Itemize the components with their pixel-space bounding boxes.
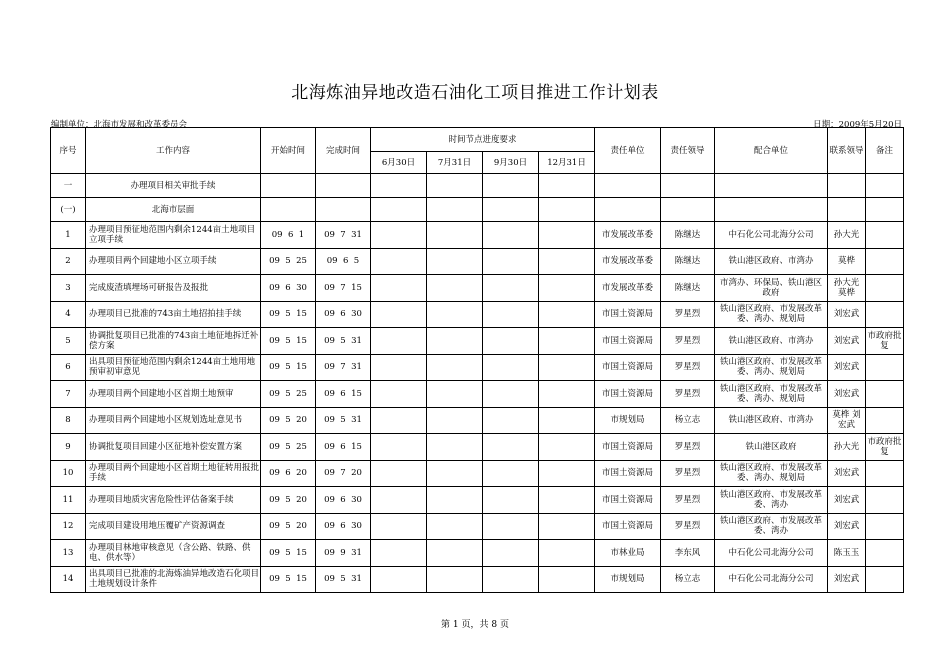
row-milestone-3: [483, 222, 539, 249]
row-end-date: 09 6 30: [316, 513, 371, 540]
row-resp-unit: 市国土资源局: [595, 301, 661, 328]
row-contact-leader: 刘宏武: [828, 566, 866, 593]
section-row: [51, 174, 904, 198]
row-milestone-1: [371, 222, 427, 249]
row-milestone-4: [539, 248, 595, 275]
row-content: 办理项目地质灾害危险性评估备案手续: [86, 487, 261, 514]
row-content: 协调批复项目已批准的743亩土地征地拆迁补偿方案: [86, 328, 261, 355]
row-resp-leader: 陈继达: [661, 275, 715, 302]
row-content: 出具项目预征地范围内剩余1244亩土地用地预审初审意见: [86, 354, 261, 381]
row-note: 市政府批复: [866, 434, 904, 461]
row-seq: 6: [51, 354, 86, 381]
row-milestone-4: [539, 354, 595, 381]
row-seq: 14: [51, 566, 86, 593]
row-contact-leader: 孙大光: [828, 222, 866, 249]
row-milestone-1: [371, 381, 427, 408]
row-coop-unit: 市湾办、环保局、铁山港区政府: [715, 275, 828, 302]
row-milestone-3: [483, 513, 539, 540]
row-resp-leader: 杨立志: [661, 407, 715, 434]
row-content: 出具项目已批准的北海炼油异地改造石化项目土地规划设计条件: [86, 566, 261, 593]
table-row: [51, 328, 904, 355]
row-coop-unit: 铁山港区政府、市发展改革委、湾办、规划局: [715, 301, 828, 328]
row-milestone-2: [427, 407, 483, 434]
row-content: 完成项目建设用地压覆矿产资源调查: [86, 513, 261, 540]
document-date: 日期：2009年5月20日: [813, 120, 902, 130]
table-row: [51, 460, 904, 487]
row-seq: 11: [51, 487, 86, 514]
row-resp-leader: 陈继达: [661, 222, 715, 249]
row-end-date: 09 6 5: [316, 248, 371, 275]
row-note: [866, 222, 904, 249]
header-milestone-4: 12月31日: [539, 152, 595, 174]
subsection-row: [51, 198, 904, 222]
row-milestone-3: [483, 460, 539, 487]
row-end-date: 09 6 15: [316, 381, 371, 408]
subsection-seq: (一): [51, 198, 86, 222]
row-milestone-4: [539, 487, 595, 514]
header-seq: 序号: [51, 128, 86, 174]
row-milestone-3: [483, 566, 539, 593]
row-seq: 13: [51, 540, 86, 567]
page-number: 第 1 页，共 8 页: [441, 620, 509, 630]
row-milestone-4: [539, 275, 595, 302]
row-note: [866, 513, 904, 540]
row-milestone-3: [483, 275, 539, 302]
row-milestone-4: [539, 222, 595, 249]
row-milestone-2: [427, 513, 483, 540]
row-milestone-1: [371, 434, 427, 461]
row-milestone-2: [427, 381, 483, 408]
row-milestone-3: [483, 301, 539, 328]
row-start-date: 09 6 30: [261, 275, 316, 302]
row-contact-leader: 陈玉玉: [828, 540, 866, 567]
row-resp-leader: 罗星烈: [661, 381, 715, 408]
row-contact-leader: 孙大光 莫桦: [828, 275, 866, 302]
header-note: 备注: [866, 128, 904, 174]
row-content: 办理项目已批准的743亩土地招拍挂手续: [86, 301, 261, 328]
row-seq: 8: [51, 407, 86, 434]
row-content: 办理项目两个回建地小区立项手续: [86, 248, 261, 275]
row-resp-unit: 市发展改革委: [595, 248, 661, 275]
row-note: [866, 566, 904, 593]
table-row: [51, 407, 904, 434]
row-end-date: 09 7 31: [316, 222, 371, 249]
row-start-date: 09 6 1: [261, 222, 316, 249]
table-row: [51, 301, 904, 328]
row-seq: 4: [51, 301, 86, 328]
row-seq: 1: [51, 222, 86, 249]
row-end-date: 09 5 31: [316, 566, 371, 593]
row-note: [866, 381, 904, 408]
row-coop-unit: 铁山港区政府、市湾办: [715, 328, 828, 355]
work-plan-table: [50, 127, 904, 593]
row-start-date: 09 5 15: [261, 301, 316, 328]
table-row: [51, 381, 904, 408]
row-resp-unit: 市国土资源局: [595, 513, 661, 540]
row-milestone-1: [371, 328, 427, 355]
row-start-date: 09 5 25: [261, 434, 316, 461]
row-note: [866, 487, 904, 514]
row-contact-leader: 莫桦 刘宏武: [828, 407, 866, 434]
row-end-date: 09 7 20: [316, 460, 371, 487]
row-seq: 5: [51, 328, 86, 355]
row-milestone-2: [427, 460, 483, 487]
row-content: 办理项目预征地范围内剩余1244亩土地项目立项手续: [86, 222, 261, 249]
row-resp-leader: 罗星烈: [661, 434, 715, 461]
header-milestone-1: 6月30日: [371, 152, 427, 174]
row-milestone-2: [427, 301, 483, 328]
row-milestone-2: [427, 566, 483, 593]
row-end-date: 09 5 31: [316, 328, 371, 355]
row-resp-leader: 罗星烈: [661, 513, 715, 540]
row-start-date: 09 5 20: [261, 513, 316, 540]
header-resp-leader: 责任领导: [661, 128, 715, 174]
row-end-date: 09 9 31: [316, 540, 371, 567]
row-start-date: 09 5 20: [261, 407, 316, 434]
row-end-date: 09 6 30: [316, 301, 371, 328]
row-milestone-4: [539, 540, 595, 567]
row-start-date: 09 5 15: [261, 540, 316, 567]
row-contact-leader: 孙大光: [828, 434, 866, 461]
row-milestone-3: [483, 434, 539, 461]
row-resp-leader: 罗星烈: [661, 487, 715, 514]
subsection-title: 北海市层面: [86, 198, 261, 222]
row-coop-unit: 中石化公司北海分公司: [715, 540, 828, 567]
section-title: 办理项目相关审批手续: [86, 174, 261, 198]
row-milestone-4: [539, 381, 595, 408]
row-end-date: 09 7 15: [316, 275, 371, 302]
row-coop-unit: 中石化公司北海分公司: [715, 222, 828, 249]
row-coop-unit: 铁山港区政府、市发展改革委、湾办: [715, 487, 828, 514]
row-coop-unit: 铁山港区政府、市发展改革委、湾办、规划局: [715, 460, 828, 487]
row-milestone-2: [427, 328, 483, 355]
row-start-date: 09 5 15: [261, 566, 316, 593]
row-contact-leader: 刘宏武: [828, 513, 866, 540]
row-end-date: 09 6 30: [316, 487, 371, 514]
row-end-date: 09 5 31: [316, 407, 371, 434]
row-milestone-4: [539, 328, 595, 355]
page-title: 北海炼油异地改造石油化工项目推进工作计划表: [291, 83, 659, 103]
row-content: 办理项目两个回建地小区首期土地预审: [86, 381, 261, 408]
row-milestone-4: [539, 460, 595, 487]
row-milestone-1: [371, 248, 427, 275]
table-row: [51, 222, 904, 249]
header-resp-unit: 责任单位: [595, 128, 661, 174]
table-row: [51, 275, 904, 302]
row-milestone-1: [371, 566, 427, 593]
header-milestones: 时间节点进度要求: [371, 128, 595, 152]
row-coop-unit: 铁山港区政府、市发展改革委、湾办、规划局: [715, 381, 828, 408]
row-milestone-2: [427, 222, 483, 249]
header-milestone-3: 9月30日: [483, 152, 539, 174]
header-coop-unit: 配合单位: [715, 128, 828, 174]
row-milestone-4: [539, 434, 595, 461]
row-resp-leader: 李东风: [661, 540, 715, 567]
table-row: [51, 566, 904, 593]
row-resp-unit: 市国土资源局: [595, 328, 661, 355]
row-seq: 9: [51, 434, 86, 461]
row-milestone-4: [539, 301, 595, 328]
row-content: 办理项目林地审核意见（含公路、铁路、供电、供水等）: [86, 540, 261, 567]
row-contact-leader: 刘宏武: [828, 301, 866, 328]
row-coop-unit: 铁山港区政府、市湾办: [715, 248, 828, 275]
table-row: [51, 248, 904, 275]
row-resp-unit: 市规划局: [595, 407, 661, 434]
row-start-date: 09 5 25: [261, 248, 316, 275]
row-seq: 3: [51, 275, 86, 302]
row-end-date: 09 6 15: [316, 434, 371, 461]
row-start-date: 09 5 20: [261, 487, 316, 514]
row-resp-unit: 市国土资源局: [595, 460, 661, 487]
header-contact-leader: 联系领导: [828, 128, 866, 174]
row-contact-leader: 刘宏武: [828, 328, 866, 355]
row-note: 市政府批复: [866, 328, 904, 355]
row-start-date: 09 5 25: [261, 381, 316, 408]
row-resp-unit: 市林业局: [595, 540, 661, 567]
row-content: 完成废渣填埋场可研报告及报批: [86, 275, 261, 302]
row-milestone-1: [371, 275, 427, 302]
row-milestone-1: [371, 540, 427, 567]
row-resp-unit: 市发展改革委: [595, 222, 661, 249]
row-resp-leader: 罗星烈: [661, 328, 715, 355]
row-resp-unit: 市规划局: [595, 566, 661, 593]
row-resp-leader: 杨立志: [661, 566, 715, 593]
row-coop-unit: 铁山港区政府、市发展改革委、湾办、规划局: [715, 354, 828, 381]
row-milestone-3: [483, 540, 539, 567]
row-start-date: 09 6 20: [261, 460, 316, 487]
row-note: [866, 407, 904, 434]
row-resp-unit: 市国土资源局: [595, 354, 661, 381]
row-milestone-3: [483, 354, 539, 381]
row-milestone-3: [483, 407, 539, 434]
table-row: [51, 434, 904, 461]
row-note: [866, 275, 904, 302]
row-milestone-4: [539, 566, 595, 593]
row-start-date: 09 5 15: [261, 354, 316, 381]
row-milestone-2: [427, 540, 483, 567]
row-note: [866, 460, 904, 487]
row-coop-unit: 铁山港区政府、市发展改革委、湾办: [715, 513, 828, 540]
table-row: [51, 354, 904, 381]
row-content: 协调批复项目回建小区征地补偿安置方案: [86, 434, 261, 461]
row-content: 办理项目两个回建地小区首期土地征转用报批手续: [86, 460, 261, 487]
compiling-unit: 编制单位：北海市发展和改革委员会: [51, 120, 188, 130]
row-resp-unit: 市国土资源局: [595, 434, 661, 461]
row-seq: 7: [51, 381, 86, 408]
row-resp-leader: 罗星烈: [661, 301, 715, 328]
row-coop-unit: 中石化公司北海分公司: [715, 566, 828, 593]
row-content: 办理项目两个回建地小区规划选址意见书: [86, 407, 261, 434]
row-milestone-3: [483, 381, 539, 408]
row-resp-leader: 罗星烈: [661, 354, 715, 381]
row-milestone-3: [483, 487, 539, 514]
row-milestone-1: [371, 354, 427, 381]
row-seq: 10: [51, 460, 86, 487]
table-header: [51, 128, 904, 174]
row-milestone-4: [539, 513, 595, 540]
row-milestone-3: [483, 248, 539, 275]
header-content: 工作内容: [86, 128, 261, 174]
table-row: [51, 487, 904, 514]
row-coop-unit: 铁山港区政府、市湾办: [715, 407, 828, 434]
row-note: [866, 301, 904, 328]
row-milestone-1: [371, 301, 427, 328]
row-milestone-2: [427, 487, 483, 514]
row-start-date: 09 5 15: [261, 328, 316, 355]
row-coop-unit: 铁山港区政府: [715, 434, 828, 461]
row-milestone-2: [427, 434, 483, 461]
row-resp-leader: 陈继达: [661, 248, 715, 275]
header-end: 完成时间: [316, 128, 371, 174]
row-contact-leader: 莫桦: [828, 248, 866, 275]
header-milestone-2: 7月31日: [427, 152, 483, 174]
row-contact-leader: 刘宏武: [828, 487, 866, 514]
table-body: [51, 174, 904, 593]
row-milestone-4: [539, 407, 595, 434]
header-start: 开始时间: [261, 128, 316, 174]
row-milestone-1: [371, 407, 427, 434]
row-resp-unit: 市国土资源局: [595, 381, 661, 408]
row-milestone-1: [371, 460, 427, 487]
row-end-date: 09 7 31: [316, 354, 371, 381]
row-milestone-1: [371, 487, 427, 514]
row-contact-leader: 刘宏武: [828, 381, 866, 408]
section-seq: 一: [51, 174, 86, 198]
row-seq: 2: [51, 248, 86, 275]
row-note: [866, 248, 904, 275]
row-milestone-2: [427, 354, 483, 381]
table-row: [51, 513, 904, 540]
row-contact-leader: 刘宏武: [828, 460, 866, 487]
table-row: [51, 540, 904, 567]
row-milestone-2: [427, 248, 483, 275]
row-contact-leader: 刘宏武: [828, 354, 866, 381]
row-milestone-3: [483, 328, 539, 355]
row-note: [866, 354, 904, 381]
row-note: [866, 540, 904, 567]
row-milestone-2: [427, 275, 483, 302]
row-resp-unit: 市发展改革委: [595, 275, 661, 302]
row-milestone-1: [371, 513, 427, 540]
row-seq: 12: [51, 513, 86, 540]
row-resp-unit: 市国土资源局: [595, 487, 661, 514]
row-resp-leader: 罗星烈: [661, 460, 715, 487]
